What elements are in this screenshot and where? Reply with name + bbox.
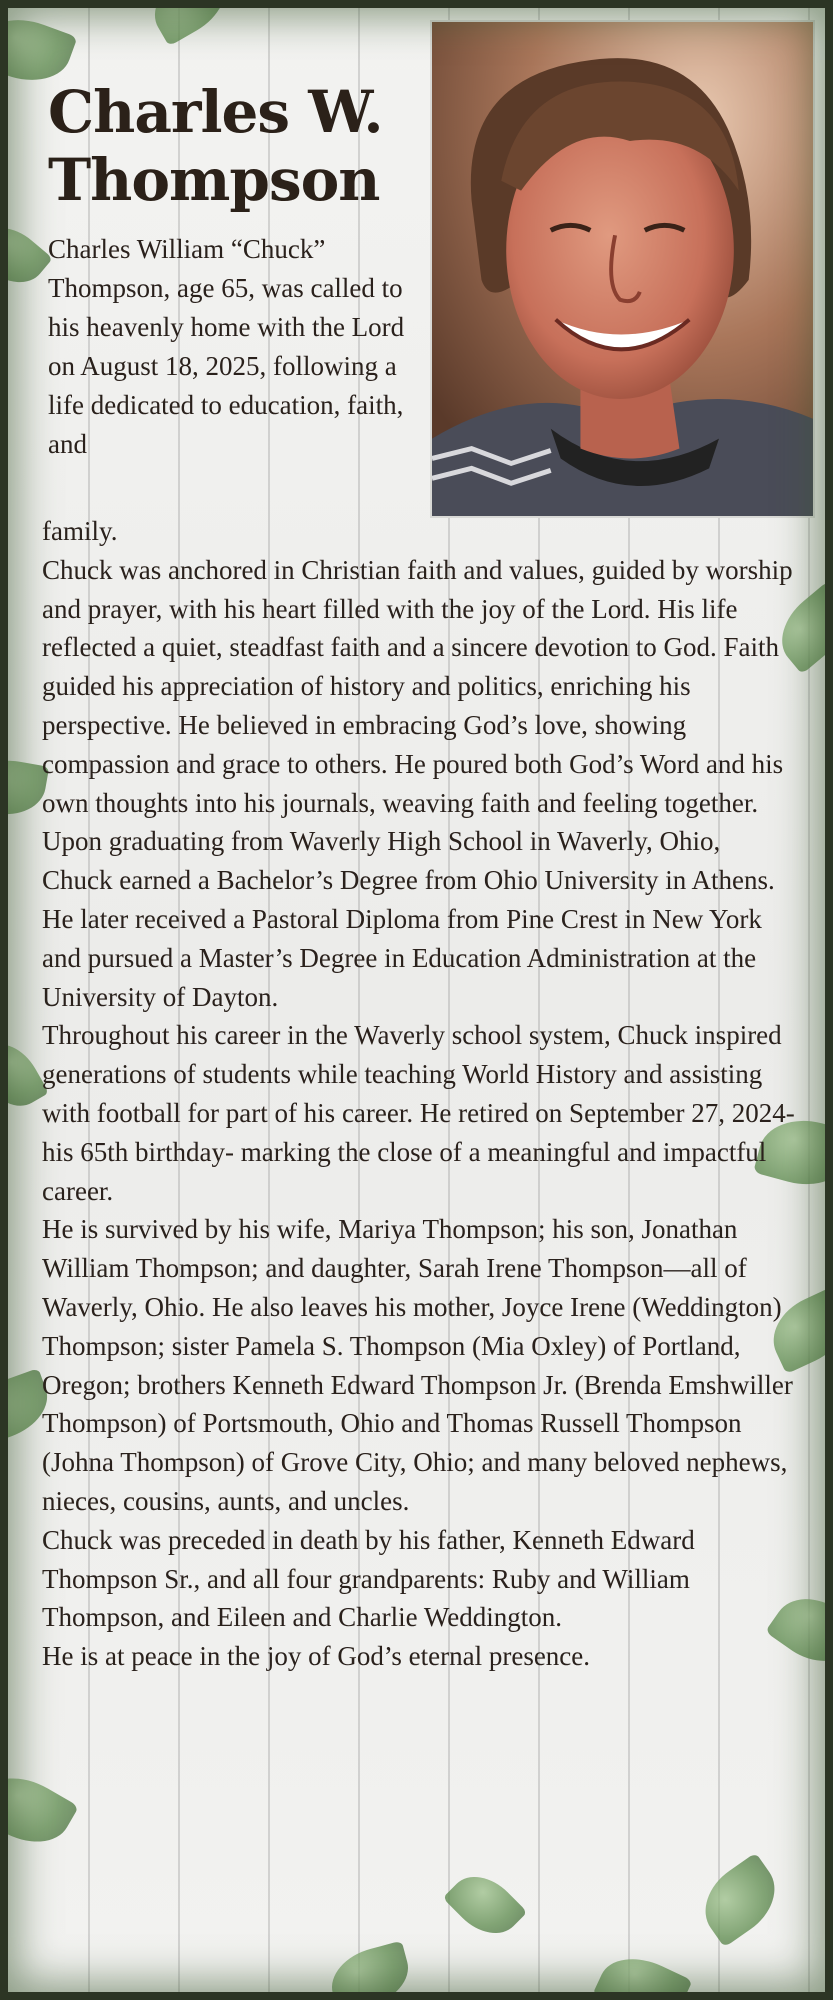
obituary-body	[42, 512, 797, 1676]
leaf-decoration	[0, 1762, 79, 1859]
obituary-paragraph: Chuck was preceded in death by his father, Kenneth Edward Thompson Sr., and all four grandparents: Ruby and William Thompson, and Eileen and Charlie Weddington.	[42, 1524, 695, 1633]
obituary-intro: Charles William “Chuck” Thompson, age 65, was called to his heavenly home with the Lord on August 18, 2025, following a life dedicated to education, faith, and	[48, 234, 405, 459]
obituary-paragraph: family.	[42, 516, 118, 546]
leaf-decoration	[0, 213, 53, 296]
portrait-illustration	[432, 22, 813, 516]
leaf-decoration	[690, 1852, 790, 1947]
leaf-decoration	[443, 1863, 528, 1948]
obituary-paragraph: He is survived by his wife, Mariya Thompson; his son, Jonathan William Thompson; and daughter, Sarah Irene Thompson—all of Waverly, Ohio. He also leaves his mother, Joyce Irene (Weddington) Thompson; sister Pamela S. Thompson (Mia Oxley) of Portland, Oregon; brothers Kenneth Edward Thompson Jr. (Brenda Emshwiller Thompson) of Portsmouth, Ohio and Thomas Russell Thompson (Johna Thompson) of Grove City, Ohio; and many beloved nephews, nieces, cousins, aunts, and uncles.	[42, 1214, 793, 1516]
obituary-paragraph: He is at peace in the joy of God’s eternal presence.	[42, 1641, 591, 1672]
obituary-paragraph: Upon graduating from Waverly High School in Waverly, Ohio, Chuck earned a Bachelor’s Degree from Ohio University in Athens. He later received a Pastoral Diploma from Pine Crest in New York and pursued a Master’s Degree in Education Administration at the University of Dayton.	[42, 826, 775, 1012]
obituary-paragraph: Chuck was anchored in Christian faith and values, guided by worship and prayer, with his heart filled with the joy of the Lord. His life reflected a quiet, steadfast faith and a sincere devotion to God. Faith guided his appreciation of history and politics, enriching his perspective. He believed in embracing God’s love, showing compassion and grace to others. He poured both God’s Word and his own thoughts into his journals, weaving faith and feeling together.	[42, 554, 793, 818]
leaf-decoration	[592, 1945, 692, 2000]
leaf-decoration	[324, 1941, 416, 2000]
obituary-paragraph: Throughout his career in the Waverly school system, Chuck inspired generations of students while teaching World History and assisting with football for part of his career. He retired on September 27, 2024-his 65th birthday- marking the close of a meaningful and impactful career.	[42, 1020, 795, 1206]
leaf-decoration	[142, 0, 239, 46]
deceased-name: Charles W. Thompson	[48, 78, 383, 214]
portrait-photo	[430, 20, 815, 518]
